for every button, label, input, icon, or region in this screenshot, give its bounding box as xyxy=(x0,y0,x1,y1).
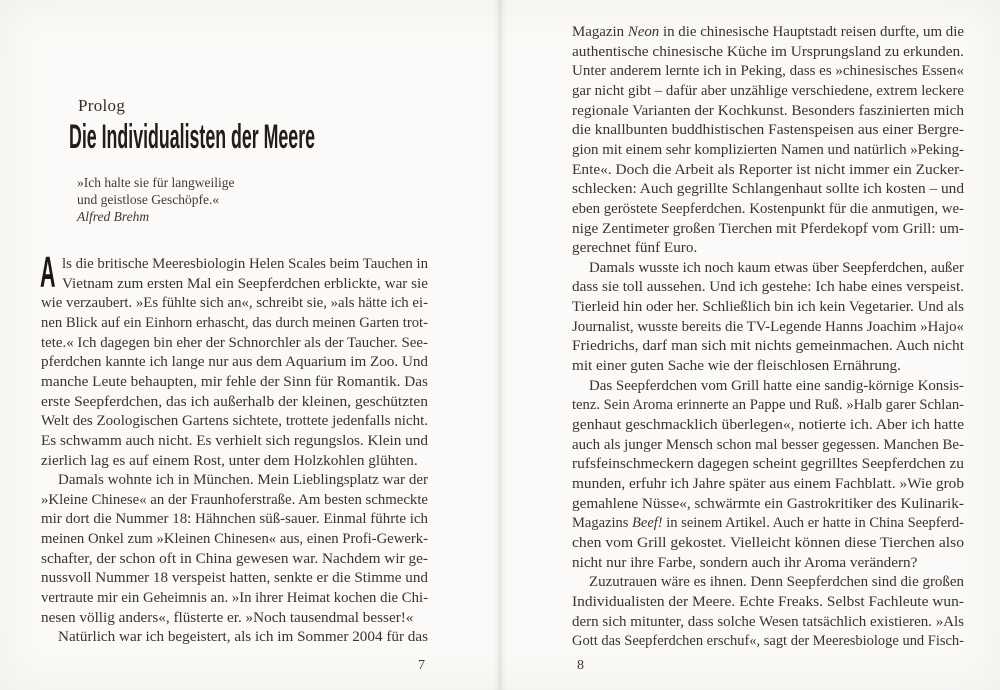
right-page-text xyxy=(572,21,979,661)
svg-text:Welt des Zoologischen Gartens: Welt des Zoologischen Gartens sichtete, trottete jedenfalls nicht. xyxy=(41,412,428,430)
svg-text:schlecken: Auch gegrillte Schl: schlecken: Auch gegrillte Schlangenhaut sollte ich kosten – und xyxy=(572,180,965,198)
text-line xyxy=(572,591,964,611)
svg-text:pferdchen kannte ich lange nur: pferdchen kannte ich lange nur aus dem Aquarium im Zoo. Und xyxy=(41,353,429,371)
text-line xyxy=(572,434,964,454)
text-line xyxy=(41,528,428,548)
text-line xyxy=(41,312,428,332)
text-line xyxy=(572,276,964,296)
text-line xyxy=(41,410,428,430)
text-line xyxy=(572,257,964,277)
text-line xyxy=(41,371,428,391)
text-line xyxy=(41,430,428,450)
text-line xyxy=(572,178,964,198)
drop-cap: A xyxy=(40,247,56,297)
text-line xyxy=(572,512,979,532)
right-page xyxy=(572,21,979,690)
svg-text:nesen völlig anders«, flüstert: nesen völlig anders«, flüsterte er. »Noch tausendmal besser!« xyxy=(41,608,414,626)
text-line xyxy=(572,611,964,631)
text-line xyxy=(572,335,964,355)
epigraph-line: »Ich halte sie für langweilige xyxy=(77,175,235,190)
text-line xyxy=(41,567,428,587)
svg-text:Natürlich war ich begeistert,: Natürlich war ich begeistert, als ich im Sommer 2004 für das xyxy=(58,628,429,646)
svg-text:Vietnam zum ersten Mal ein See: Vietnam zum ersten Mal ein Seepferdchen erblickte, war sie xyxy=(62,274,429,292)
text-line xyxy=(41,292,428,312)
svg-text:gerechnet fünf Euro.: gerechnet fünf Euro. xyxy=(572,239,698,257)
svg-text:Ente«. Doch die Arbeit als Rep: Ente«. Doch die Arbeit als Reporter ist nicht immer ein Zucker- xyxy=(572,160,964,178)
text-line xyxy=(572,119,964,139)
svg-text:gemahlene Nüsse«, schwärmte ei: gemahlene Nüsse«, schwärmte ein Gastrokritiker des Kulinarik- xyxy=(572,494,964,512)
left-page xyxy=(41,0,428,690)
svg-text:Tierleid hin oder her. Schließ: Tierleid hin oder her. Schließlich bin ich kein Vegetarier. Und als xyxy=(572,298,965,316)
svg-text:Damals wohnte ich in München.: Damals wohnte ich in München. Mein Lieblingsplatz war der xyxy=(58,471,428,489)
text-line xyxy=(41,508,428,528)
text-line xyxy=(572,41,964,61)
svg-text:wie verzaubert. »Es fühlte sic: wie verzaubert. »Es fühlte sich an«, schreibt sie, »als hätte ich ei- xyxy=(41,294,428,312)
svg-text:regionale Varianten der Kochku: regionale Varianten der Kochkunst. Besonders faszinierten mich xyxy=(572,101,965,119)
svg-text:mit einer guten Sache wie der: mit einer guten Sache wie der fleischlosen Ernährung. xyxy=(572,357,901,375)
svg-text:zierlich lag es auf einem Rost: zierlich lag es auf einem Rost, unter dem Holzkohlen glühten. xyxy=(41,451,418,469)
chapter-kicker: Prolog xyxy=(78,96,126,115)
page-gutter xyxy=(492,0,508,690)
svg-text:nussvoll Nummer 18 verspeist h: nussvoll Nummer 18 verspeist hatten, senkte er die Stimme und xyxy=(41,569,429,587)
text-line xyxy=(41,351,428,371)
text-line xyxy=(572,21,971,41)
svg-text:Journalist, wusste bereits die: Journalist, wusste bereits die TV-Legende Hanns Joachim »Hajo« xyxy=(572,317,964,335)
svg-text:tete.« Ich dagegen bin eher de: tete.« Ich dagegen bin eher der Schnorchler als der Taucher. See- xyxy=(41,333,428,351)
svg-text:nicht nur ihre Farbe, sondern: nicht nur ihre Farbe, sondern auch ihr Aroma verändern? xyxy=(572,553,918,571)
text-line xyxy=(572,630,964,650)
svg-text:rufsfeinschmeckern dagegen sch: rufsfeinschmeckern dagegen scheint gegrilltes Seepferdchen zu xyxy=(572,455,965,473)
text-line xyxy=(572,493,964,513)
svg-text:Unter anderem lernte ich in Pe: Unter anderem lernte ich in Peking, dass es »chinesisches Essen« xyxy=(572,62,964,80)
chapter-title xyxy=(69,118,321,161)
svg-text:munden, erfuhr ich Jahre späte: munden, erfuhr ich Jahre später aus einem Fachblatt. »Wie grob xyxy=(572,474,965,492)
svg-text:tenz. Sein Aroma erinnerte an: tenz. Sein Aroma erinnerte an Pappe und Ruß. »Halb garer Schlan- xyxy=(572,396,964,414)
svg-text:auch als junger Mensch schon m: auch als junger Mensch schon mal besser gegessen. Manchen Be- xyxy=(572,435,964,453)
svg-text:erste Seepferdchen, das ich au: erste Seepferdchen, das ich außerhalb der kleinen, geschützten xyxy=(41,392,429,410)
epigraph-attribution: Alfred Brehm xyxy=(77,209,150,224)
svg-text:die knallbunten buddhistischen: die knallbunten buddhistischen Fastenspeisen aus einer Bergre- xyxy=(572,121,964,139)
text-line xyxy=(572,473,964,493)
text-line xyxy=(572,296,964,316)
text-line xyxy=(572,453,964,473)
svg-text:schafter, der schon oft in Chi: schafter, der schon oft in China gewesen war. Nachdem wir ge- xyxy=(41,549,428,567)
text-line xyxy=(572,80,964,100)
text-line xyxy=(572,571,964,591)
text-line xyxy=(41,607,428,627)
text-line xyxy=(41,450,428,470)
svg-text:Friedrichs, darf man sich mit: Friedrichs, darf man sich mit nichts gemeinmachen. Auch nicht xyxy=(572,337,965,355)
page-number-left: 7 xyxy=(418,658,425,673)
text-line xyxy=(41,469,428,489)
svg-text:nige Zentimeter großen Tierche: nige Zentimeter großen Tierchen mit Pferdekopf vom Grill: um- xyxy=(572,219,964,237)
svg-text:Damals wusste ich noch kaum et: Damals wusste ich noch kaum etwas über Seepferdchen, außer xyxy=(589,258,964,276)
left-page-text xyxy=(40,247,429,653)
text-line xyxy=(572,159,964,179)
text-line xyxy=(41,332,428,352)
svg-text:Es schwamm auch nicht. Es verh: Es schwamm auch nicht. Es verhielt sich regungslos. Klein und xyxy=(41,431,429,449)
svg-text:genhaut geschmacklich überlege: genhaut geschmacklich überlegen«, notierte ich. Aber ich hatte xyxy=(572,416,965,433)
text-line xyxy=(572,316,964,336)
text-line xyxy=(41,253,428,273)
text-line xyxy=(572,60,964,80)
svg-text:Magazin Neon in die chinesisch: Magazin Neon in die chinesische Hauptstadt reisen durfte, um die xyxy=(572,23,971,40)
svg-text:authentische chinesische Küche: authentische chinesische Küche im Ursprungsland zu erkunden. xyxy=(572,42,964,60)
page-number-right: 8 xyxy=(577,658,584,673)
text-line xyxy=(572,532,964,552)
text-line xyxy=(41,626,428,646)
svg-text:nen Blick auf ein Einhorn erha: nen Blick auf ein Einhorn erhascht, das durch meinen Garten trot- xyxy=(41,313,428,331)
text-line xyxy=(572,218,964,238)
svg-text:chen vom Grill gekostet. Viell: chen vom Grill gekostet. Vielleicht können diese Tierchen also xyxy=(572,533,965,551)
svg-text:»Kleine Chinese« an der Fraunh: »Kleine Chinese« an der Fraunhoferstraße. Am besten schmeckte xyxy=(41,490,429,508)
svg-text:mir dort die Nummer 18: Hähnch: mir dort die Nummer 18: Hähnchen süß-sauer. Einmal führte ich xyxy=(41,510,429,528)
text-line xyxy=(572,375,964,395)
text-line xyxy=(41,489,428,509)
text-line xyxy=(572,394,964,414)
text-line xyxy=(572,198,964,218)
text-line xyxy=(41,273,428,293)
text-line xyxy=(572,100,964,120)
svg-text:Zuzutrauen wäre es ihnen. Denn: Zuzutrauen wäre es ihnen. Denn Seepferdchen sind die großen xyxy=(589,573,965,591)
svg-text:meinen Onkel zum »Kleinen Chin: meinen Onkel zum »Kleinen Chinesen« aus, einen Profi-Gewerk- xyxy=(41,530,428,548)
svg-text:dern sich mitunter, dass solch: dern sich mitunter, dass solche Wesen tatsächlich existieren. »Als xyxy=(572,612,965,630)
svg-text:gion mit einem sehr komplizier: gion mit einem sehr komplizierten Namen und natürlich »Peking- xyxy=(572,140,964,158)
epigraph xyxy=(77,174,234,225)
svg-text:ls die britische Meeresbiologi: ls die britische Meeresbiologin Helen Scales beim Tauchen in xyxy=(62,255,429,272)
svg-text:gar nicht gibt – dafür aber un: gar nicht gibt – dafür aber unzählige verschiedene, extrem leckere xyxy=(572,81,965,99)
svg-text:Magazins Beef! in seinem Artik: Magazins Beef! in seinem Artikel. Auch er hatte in China Seepferd- xyxy=(572,514,979,532)
text-line xyxy=(41,587,428,607)
svg-text:vertraute mir ein Geheimnis an: vertraute mir ein Geheimnis an. »In ihrer Heimat kochen die Chi- xyxy=(41,589,428,607)
epigraph-line: und geistlose Geschöpfe.« xyxy=(77,192,220,207)
text-line xyxy=(572,237,964,257)
svg-text:manche Leute behaupten, mir fe: manche Leute behaupten, mir fehle der Sinn für Romantik. Das xyxy=(41,372,429,390)
svg-text:Individualisten der Meere. Ech: Individualisten der Meere. Echte Freaks. Selbst Fachleute wun- xyxy=(572,592,964,610)
text-line xyxy=(41,391,428,411)
svg-text:dass sie toll aussehen. Und ic: dass sie toll aussehen. Und ich gestehe: Ich habe eines verspeist. xyxy=(572,278,964,296)
svg-text:Das Seepferdchen vom Grill hat: Das Seepferdchen vom Grill hatte eine sandig-körnige Konsis- xyxy=(589,376,964,394)
svg-text:Gott das Seepferdchen erschuf«: Gott das Seepferdchen erschuf«, sagt der Meeresbiologe und Fisch- xyxy=(572,632,964,650)
text-line xyxy=(572,355,964,375)
text-line xyxy=(572,414,964,434)
svg-text:eben geröstete Seepferdchen. K: eben geröstete Seepferdchen. Kostenpunkt für die anmutigen, we- xyxy=(572,199,964,217)
chapter-title-text: Die Individualisten der Meere xyxy=(69,116,315,156)
text-line xyxy=(41,548,428,568)
text-line xyxy=(572,139,964,159)
text-line xyxy=(572,552,964,572)
